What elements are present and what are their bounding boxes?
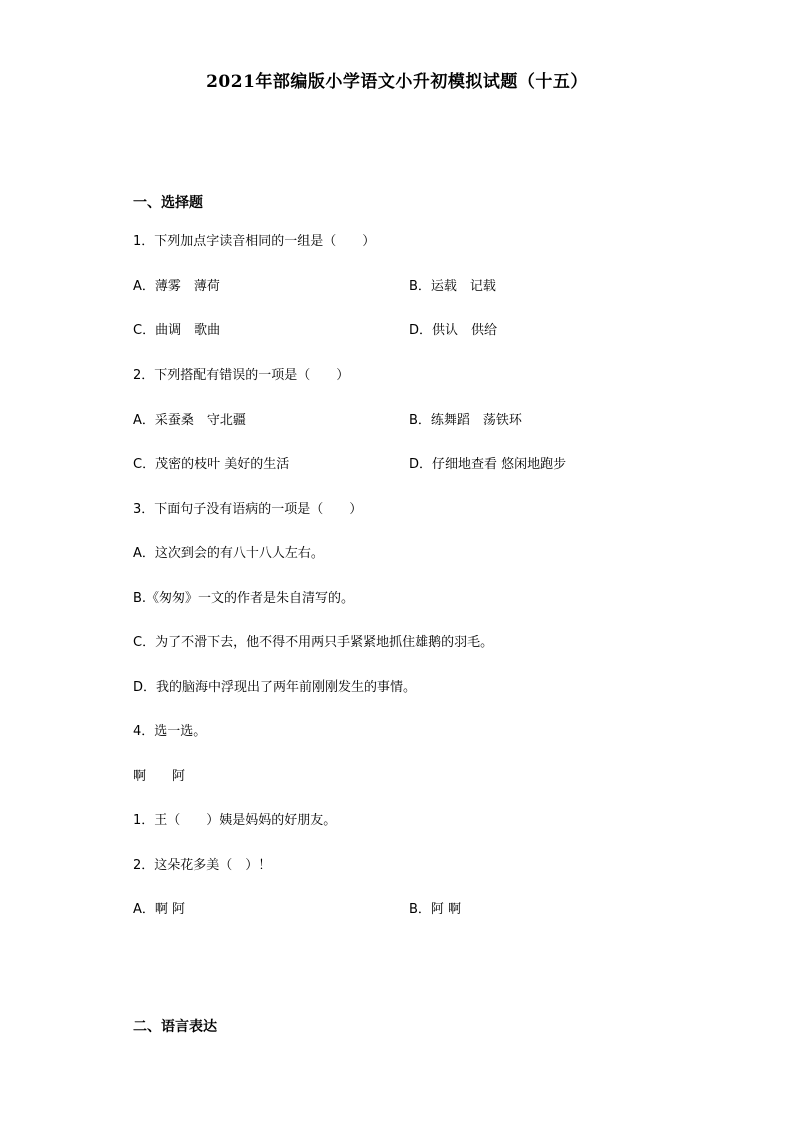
question-4-item-1: 1．王（ ）姨是妈妈的好朋友。 (133, 813, 337, 828)
question-2-option-d: D．仔细地查看 悠闲地跑步 (409, 457, 567, 472)
question-4-option-a: A．啊 阿 (133, 902, 186, 917)
question-2-option-c: C．茂密的枝叶 美好的生活 (133, 457, 290, 472)
question-1-option-a: A．薄雾 薄荷 (133, 279, 220, 294)
question-3-option-b: B.《匆匆》一文的作者是朱自清写的。 (133, 591, 355, 606)
question-3-option-c: C．为了不滑下去，他不得不用两只手紧紧地抓住雄鹅的羽毛。 (133, 635, 494, 650)
question-4-item-2: 2．这朵花多美（ ）！ (133, 858, 272, 873)
question-1-option-c: C．曲调 歌曲 (133, 323, 221, 338)
question-2-option-b: B．练舞蹈 荡铁环 (409, 413, 522, 428)
page-title: 2021年部编版小学语文小升初模拟试题（十五） (206, 72, 588, 92)
question-3-stem: 3．下面句子没有语病的一项是（ ） (133, 502, 363, 517)
section-heading-choice: 一、选择题 (133, 195, 203, 211)
question-1-option-b: B．运载 记载 (409, 279, 496, 294)
section-heading-language-expression: 二、语言表达 (133, 1019, 217, 1035)
question-3-option-a: A．这次到会的有八十八人左右。 (133, 546, 324, 561)
question-4-word-choices: 啊 阿 (133, 769, 186, 784)
question-1-option-d: D．供认 供给 (409, 323, 498, 338)
question-1-stem: 1．下列加点字读音相同的一组是（ ） (133, 234, 376, 249)
question-3-option-d: D．我的脑海中浮现出了两年前刚刚发生的事情。 (133, 680, 417, 695)
question-2-stem: 2．下列搭配有错误的一项是（ ） (133, 368, 350, 383)
question-4-option-b: B．阿 啊 (409, 902, 462, 917)
question-4-stem: 4．选一选。 (133, 724, 207, 739)
question-2-option-a: A．采蚕桑 守北疆 (133, 413, 246, 428)
